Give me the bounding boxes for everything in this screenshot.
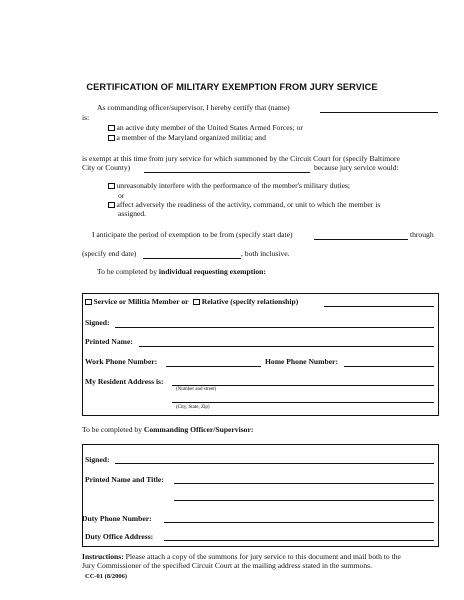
individual-signature-field[interactable]	[115, 327, 434, 328]
city-state-zip-field[interactable]	[172, 402, 434, 403]
end-date-label: (specify end date)	[82, 249, 137, 258]
officer-name-title-field[interactable]	[174, 483, 434, 484]
interfere-label: unreasonably interfere with the performance of the member's military duties;	[116, 181, 351, 190]
individual-box	[82, 293, 439, 416]
militia-label: a member of the Maryland organized militia; and	[116, 133, 266, 142]
home-phone-label: Home Phone Number:	[265, 357, 338, 366]
instructions-line2: Jury Commissioner of the specified Circuit Court at the mailing address stated in the summons.	[82, 561, 372, 570]
option-active-duty	[108, 124, 303, 133]
officer-printed-label: Printed Name and Title:	[85, 475, 164, 484]
circuit-court-field[interactable]	[144, 172, 310, 173]
is-label: is:	[82, 113, 90, 122]
home-phone-field[interactable]	[344, 366, 434, 367]
militia-checkbox[interactable]	[108, 135, 115, 142]
relative-label: Relative (specify relationship)	[201, 297, 299, 306]
readiness-checkbox[interactable]	[108, 202, 115, 209]
through-label: through	[410, 230, 434, 239]
inclusive-label: , both inclusive.	[241, 249, 290, 258]
officer-signed-label: Signed:	[85, 455, 110, 464]
start-date-label: I anticipate the period of exemption to be from (specify start date)	[92, 230, 293, 239]
start-date-field[interactable]	[314, 239, 408, 240]
active-duty-label: an active duty member of the United States Armed Forces; or	[116, 123, 303, 132]
street-address-field[interactable]	[172, 385, 434, 386]
relationship-field[interactable]	[324, 306, 434, 307]
service-member-checkbox[interactable]	[85, 299, 92, 306]
certify-name-label: As commanding officer/supervisor, I hereby certify that (name)	[97, 103, 290, 112]
work-phone-field[interactable]	[166, 366, 261, 367]
form-number: CC-01 (8/2006)	[85, 573, 128, 580]
exempt-text-line2b: because jury service would:	[314, 163, 399, 172]
readiness-label: affect adversely the readiness of the activity, command, or unit to which the member is	[116, 200, 381, 209]
interfere-checkbox[interactable]	[108, 183, 115, 190]
duty-phone-field[interactable]	[164, 522, 434, 523]
page-title: CERTIFICATION OF MILITARY EXEMPTION FROM JURY SERVICE	[86, 82, 378, 92]
exempt-text-line2a: City or County)	[82, 163, 131, 172]
officer-section-heading	[82, 426, 253, 435]
officer-signature-field[interactable]	[115, 463, 434, 464]
instructions-text-1: Please attach a copy of the summons for jury service to this document and mail both to the	[123, 552, 401, 561]
duty-office-label: Duty Office Address:	[85, 532, 154, 541]
or-label: or	[118, 191, 125, 200]
individual-heading-prefix: To be completed by	[97, 267, 159, 276]
instructions-label: Instructions:	[82, 552, 124, 561]
member-name-field[interactable]	[320, 112, 438, 113]
duty-office-field[interactable]	[164, 540, 434, 541]
city-hint: (City, State, Zip)	[176, 405, 210, 410]
relationship-row	[85, 298, 298, 307]
active-duty-checkbox[interactable]	[108, 125, 115, 132]
individual-printed-label: Printed Name:	[85, 337, 133, 346]
duty-phone-label: Duty Phone Number:	[82, 514, 152, 523]
option-readiness	[108, 201, 380, 210]
readiness-label-cont: assigned.	[118, 209, 147, 218]
individual-signed-label: Signed:	[85, 318, 110, 327]
option-militia	[108, 134, 266, 143]
street-hint: (Number and street)	[176, 387, 217, 392]
resident-address-label: My Resident Address is:	[85, 377, 164, 386]
end-date-field[interactable]	[143, 258, 241, 259]
individual-printed-name-field[interactable]	[139, 346, 434, 347]
officer-heading-bold: Commanding Officer/Supervisor:	[143, 425, 254, 434]
relative-checkbox[interactable]	[193, 299, 200, 306]
individual-section-heading	[97, 268, 266, 277]
individual-heading-bold: individual requesting exemption:	[158, 267, 266, 276]
exempt-text-line1: is exempt at this time from jury service for which summoned by the Circuit Court for (specify Baltimore	[82, 154, 400, 163]
work-phone-label: Work Phone Number:	[85, 357, 158, 366]
option-interfere	[108, 182, 350, 191]
officer-name-title-field-2[interactable]	[174, 500, 434, 501]
officer-heading-prefix: To be completed by	[82, 425, 144, 434]
service-member-label: Service or Militia Member or	[93, 297, 189, 306]
